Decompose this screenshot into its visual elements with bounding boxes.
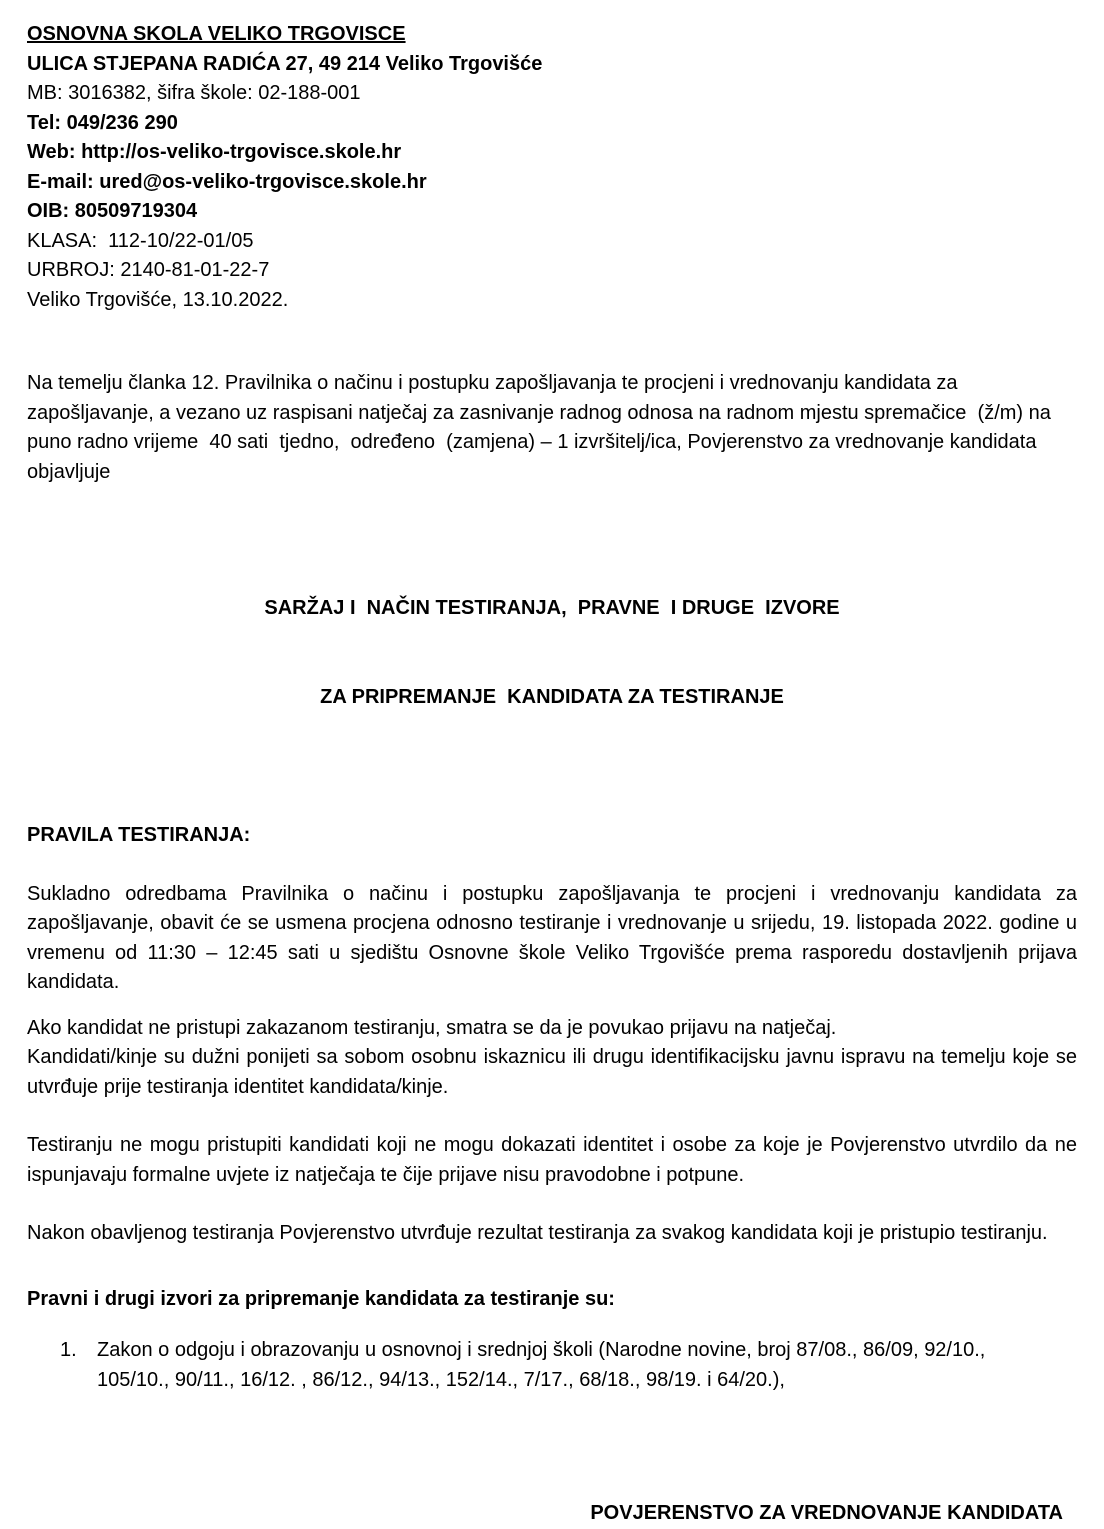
committee-signature: POVJERENSTVO ZA VREDNOVANJE KANDIDATA — [590, 1502, 1063, 1524]
list-item-text: Zakon o odgoju i obrazovanju u osnovnoj i srednjoj školi (Narodne novine, broj 87/08., 86/09, 92/10., 105/10., 90/11., 16/12. , 86/12., 94/13., 152/14., 7/17., 68/18., 98/19. i 64/20.), — [97, 1339, 991, 1391]
document-title-line1: SARŽAJ I NAČIN TESTIRANJA, PRAVNE I DRUGE IZVORE — [264, 597, 840, 619]
school-address: ULICA STJEPANA RADIĆA 27, 49 214 Veliko Trgovišće — [27, 52, 543, 75]
sources-heading: Pravni i drugi izvori za pripremanje kandidata za testiranje su: — [27, 1287, 615, 1310]
results-paragraph: Nakon obavljenog testiranja Povjerenstvo utvrđuje rezultat testiranja za svakog kandidata koji je pristupio testiranju. — [27, 1222, 1048, 1244]
intro-paragraph: Na temelju članka 12. Pravilnika o načinu i postupku zapošljavanja te procjeni i vrednovanju kandidata za zapošljavanje, a vezano uz raspisani natječaj za zasnivanje radnog odnosa na radnom mjestu spremačice (ž/m) na puno radno vrijeme 40 sati tjedno, određeno (zamjena) – 1 izvršitelj/ica, Povjerenstvo za vrednovanje kandidata objavljuje — [27, 372, 1063, 483]
list-item — [27, 1336, 1077, 1395]
no-access-paragraph: Testiranju ne mogu pristupiti kandidati koji ne mogu dokazati identitet i osobe za koje je Povjerenstvo utvrdilo da ne ispunjavaju formalne uvjete iz natječaja te čije prijave nisu pravodobne i potpune. — [27, 1134, 1077, 1186]
rules-heading: PRAVILA TESTIRANJA: — [27, 824, 251, 846]
no-show-paragraph: Ako kandidat ne pristupi zakazanom testiranju, smatra se da je povukao prijavu na natječaj. — [27, 1016, 837, 1039]
school-email-line: E-mail: ured@os-veliko-trgovisce.skole.hr — [27, 170, 427, 193]
urbroj-line: URBROJ: 2140-81-01-22-7 — [27, 259, 270, 281]
school-tel-line: Tel: 049/236 290 — [27, 111, 178, 134]
school-web-line: Web: http://os-veliko-trgovisce.skole.hr — [27, 141, 402, 163]
document-title — [27, 535, 1077, 771]
document-title-line2: ZA PRIPREMANJE KANDIDATA ZA TESTIRANJE — [320, 685, 784, 708]
schedule-paragraph: Sukladno odredbama Pravilnika o načinu i postupku zapošljavanja te procjeni i vrednovanju kandidata za zapošljavanje, obavit će se usmena procjena odnosno testiranje i vrednovanje u srijedu, 19. listopada 2022. godine u vremenu od 11:30 – 12:45 sati u sjedištu Osnovne škole Veliko Trgovišće prema rasporedu dostavljenih prijava kandidata. — [27, 882, 1077, 993]
identification-paragraph: Kandidati/kinje su dužni ponijeti sa sobom osobnu iskaznicu ili drugu identifikacijsku javnu ispravu na temelju koje se utvrđuje prije testiranja identitet kandidata/kinje. — [27, 1046, 1077, 1098]
school-oib-line: OIB: 80509719304 — [27, 200, 198, 222]
place-date-line: Veliko Trgovišće, 13.10.2022. — [27, 288, 289, 311]
letterhead — [27, 20, 1077, 315]
school-mb-line: MB: 3016382, šifra škole: 02-188-001 — [27, 82, 361, 104]
sources-list — [27, 1336, 1077, 1395]
list-item-number: 1. — [60, 1339, 77, 1361]
klasa-line: KLASA: 112-10/22-01/05 — [27, 229, 254, 252]
school-name: OSNOVNA SKOLA VELIKO TRGOVISCE — [27, 23, 406, 45]
